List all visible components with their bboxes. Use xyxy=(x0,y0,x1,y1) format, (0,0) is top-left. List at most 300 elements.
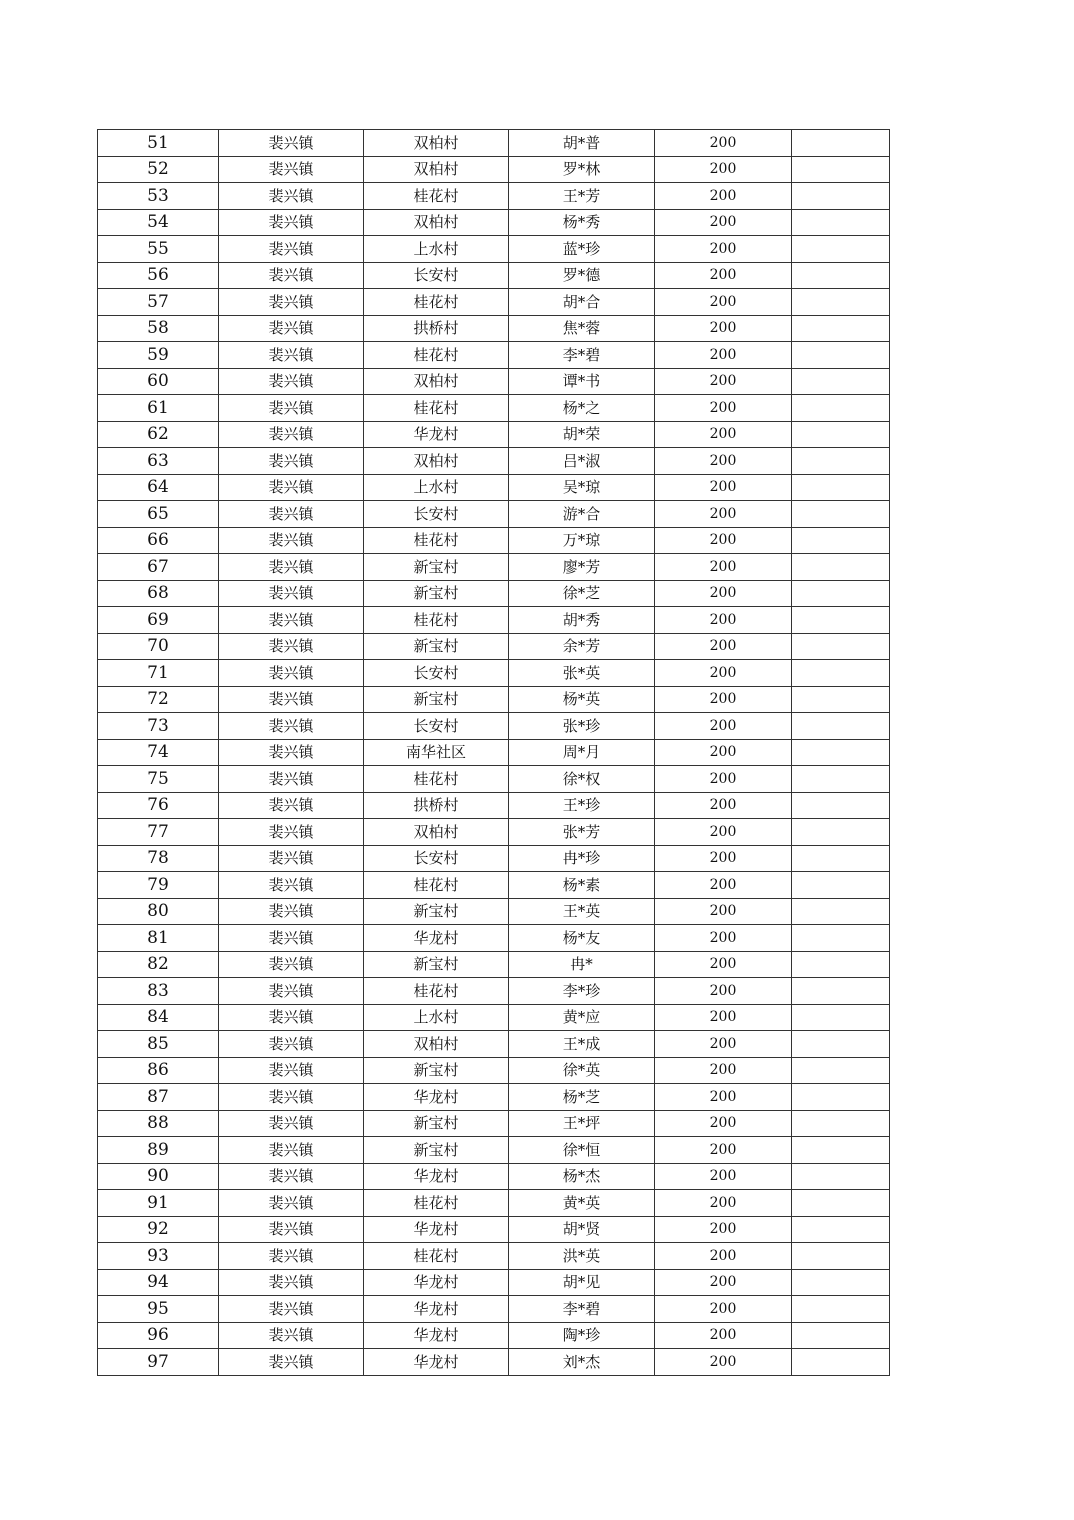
amount-cell: 200 xyxy=(655,1110,792,1137)
note-cell xyxy=(792,183,890,210)
note-cell xyxy=(792,1296,890,1323)
amount-cell: 200 xyxy=(655,766,792,793)
table-row xyxy=(98,1137,890,1164)
town-cell: 裴兴镇 xyxy=(219,713,364,740)
town-cell: 裴兴镇 xyxy=(219,1004,364,1031)
town-cell: 裴兴镇 xyxy=(219,845,364,872)
table-row xyxy=(98,951,890,978)
table-row xyxy=(98,580,890,607)
table-row xyxy=(98,872,890,899)
town-cell: 裴兴镇 xyxy=(219,289,364,316)
row-number-cell: 95 xyxy=(98,1296,219,1323)
amount-cell: 200 xyxy=(655,633,792,660)
name-cell: 胡*普 xyxy=(509,130,655,157)
row-number-cell: 63 xyxy=(98,448,219,475)
row-number-cell: 85 xyxy=(98,1031,219,1058)
village-cell: 桂花村 xyxy=(364,395,509,422)
village-cell: 双柏村 xyxy=(364,209,509,236)
name-cell: 徐*恒 xyxy=(509,1137,655,1164)
village-cell: 新宝村 xyxy=(364,633,509,660)
village-cell: 新宝村 xyxy=(364,554,509,581)
town-cell: 裴兴镇 xyxy=(219,527,364,554)
table-row xyxy=(98,289,890,316)
town-cell: 裴兴镇 xyxy=(219,342,364,369)
table-row xyxy=(98,554,890,581)
table-row xyxy=(98,1057,890,1084)
table-row xyxy=(98,792,890,819)
name-cell: 徐*权 xyxy=(509,766,655,793)
amount-cell: 200 xyxy=(655,315,792,342)
row-number-cell: 74 xyxy=(98,739,219,766)
name-cell: 刘*杰 xyxy=(509,1349,655,1376)
row-number-cell: 71 xyxy=(98,660,219,687)
village-cell: 华龙村 xyxy=(364,1296,509,1323)
note-cell xyxy=(792,739,890,766)
name-cell: 谭*书 xyxy=(509,368,655,395)
row-number-cell: 70 xyxy=(98,633,219,660)
table-row xyxy=(98,898,890,925)
row-number-cell: 80 xyxy=(98,898,219,925)
row-number-cell: 68 xyxy=(98,580,219,607)
amount-cell: 200 xyxy=(655,739,792,766)
amount-cell: 200 xyxy=(655,1057,792,1084)
name-cell: 胡*合 xyxy=(509,289,655,316)
town-cell: 裴兴镇 xyxy=(219,739,364,766)
name-cell: 罗*德 xyxy=(509,262,655,289)
amount-cell: 200 xyxy=(655,1031,792,1058)
table-row xyxy=(98,1084,890,1111)
town-cell: 裴兴镇 xyxy=(219,262,364,289)
village-cell: 新宝村 xyxy=(364,1137,509,1164)
village-cell: 双柏村 xyxy=(364,1031,509,1058)
name-cell: 廖*芳 xyxy=(509,554,655,581)
row-number-cell: 73 xyxy=(98,713,219,740)
note-cell xyxy=(792,1269,890,1296)
name-cell: 王*英 xyxy=(509,898,655,925)
table-row xyxy=(98,713,890,740)
town-cell: 裴兴镇 xyxy=(219,633,364,660)
village-cell: 双柏村 xyxy=(364,156,509,183)
amount-cell: 200 xyxy=(655,527,792,554)
name-cell: 王*成 xyxy=(509,1031,655,1058)
village-cell: 桂花村 xyxy=(364,289,509,316)
table-row xyxy=(98,1031,890,1058)
name-cell: 杨*英 xyxy=(509,686,655,713)
name-cell: 焦*蓉 xyxy=(509,315,655,342)
table-row xyxy=(98,421,890,448)
amount-cell: 200 xyxy=(655,872,792,899)
note-cell xyxy=(792,554,890,581)
row-number-cell: 72 xyxy=(98,686,219,713)
row-number-cell: 54 xyxy=(98,209,219,236)
table-row xyxy=(98,501,890,528)
note-cell xyxy=(792,633,890,660)
amount-cell: 200 xyxy=(655,421,792,448)
amount-cell: 200 xyxy=(655,792,792,819)
table-row xyxy=(98,1349,890,1376)
village-cell: 华龙村 xyxy=(364,1269,509,1296)
table-row xyxy=(98,395,890,422)
town-cell: 裴兴镇 xyxy=(219,1243,364,1270)
table-row xyxy=(98,315,890,342)
row-number-cell: 55 xyxy=(98,236,219,263)
town-cell: 裴兴镇 xyxy=(219,1349,364,1376)
row-number-cell: 67 xyxy=(98,554,219,581)
town-cell: 裴兴镇 xyxy=(219,1190,364,1217)
amount-cell: 200 xyxy=(655,209,792,236)
village-cell: 华龙村 xyxy=(364,925,509,952)
name-cell: 黄*应 xyxy=(509,1004,655,1031)
amount-cell: 200 xyxy=(655,342,792,369)
note-cell xyxy=(792,978,890,1005)
village-cell: 南华社区 xyxy=(364,739,509,766)
note-cell xyxy=(792,925,890,952)
town-cell: 裴兴镇 xyxy=(219,1084,364,1111)
note-cell xyxy=(792,766,890,793)
name-cell: 杨*秀 xyxy=(509,209,655,236)
town-cell: 裴兴镇 xyxy=(219,607,364,634)
amount-cell: 200 xyxy=(655,607,792,634)
amount-cell: 200 xyxy=(655,580,792,607)
name-cell: 胡*秀 xyxy=(509,607,655,634)
name-cell: 陶*珍 xyxy=(509,1322,655,1349)
village-cell: 双柏村 xyxy=(364,819,509,846)
table-row xyxy=(98,156,890,183)
note-cell xyxy=(792,1110,890,1137)
village-cell: 新宝村 xyxy=(364,951,509,978)
note-cell xyxy=(792,1190,890,1217)
table-row xyxy=(98,1322,890,1349)
town-cell: 裴兴镇 xyxy=(219,209,364,236)
amount-cell: 200 xyxy=(655,1349,792,1376)
row-number-cell: 57 xyxy=(98,289,219,316)
town-cell: 裴兴镇 xyxy=(219,978,364,1005)
table-row xyxy=(98,1243,890,1270)
row-number-cell: 84 xyxy=(98,1004,219,1031)
town-cell: 裴兴镇 xyxy=(219,925,364,952)
town-cell: 裴兴镇 xyxy=(219,368,364,395)
note-cell xyxy=(792,236,890,263)
town-cell: 裴兴镇 xyxy=(219,792,364,819)
town-cell: 裴兴镇 xyxy=(219,580,364,607)
note-cell xyxy=(792,1322,890,1349)
amount-cell: 200 xyxy=(655,1137,792,1164)
name-cell: 杨*之 xyxy=(509,395,655,422)
row-number-cell: 53 xyxy=(98,183,219,210)
name-cell: 胡*贤 xyxy=(509,1216,655,1243)
village-cell: 桂花村 xyxy=(364,872,509,899)
town-cell: 裴兴镇 xyxy=(219,1216,364,1243)
name-cell: 吴*琼 xyxy=(509,474,655,501)
row-number-cell: 82 xyxy=(98,951,219,978)
row-number-cell: 75 xyxy=(98,766,219,793)
village-cell: 桂花村 xyxy=(364,766,509,793)
amount-cell: 200 xyxy=(655,978,792,1005)
village-cell: 上水村 xyxy=(364,236,509,263)
row-number-cell: 92 xyxy=(98,1216,219,1243)
amount-cell: 200 xyxy=(655,262,792,289)
note-cell xyxy=(792,1084,890,1111)
row-number-cell: 90 xyxy=(98,1163,219,1190)
row-number-cell: 91 xyxy=(98,1190,219,1217)
note-cell xyxy=(792,1031,890,1058)
row-number-cell: 59 xyxy=(98,342,219,369)
town-cell: 裴兴镇 xyxy=(219,156,364,183)
amount-cell: 200 xyxy=(655,236,792,263)
name-cell: 洪*英 xyxy=(509,1243,655,1270)
village-cell: 桂花村 xyxy=(364,527,509,554)
row-number-cell: 96 xyxy=(98,1322,219,1349)
town-cell: 裴兴镇 xyxy=(219,660,364,687)
note-cell xyxy=(792,209,890,236)
town-cell: 裴兴镇 xyxy=(219,951,364,978)
village-cell: 长安村 xyxy=(364,713,509,740)
town-cell: 裴兴镇 xyxy=(219,130,364,157)
amount-cell: 200 xyxy=(655,1296,792,1323)
name-cell: 周*月 xyxy=(509,739,655,766)
note-cell xyxy=(792,368,890,395)
row-number-cell: 77 xyxy=(98,819,219,846)
note-cell xyxy=(792,1057,890,1084)
table-row xyxy=(98,766,890,793)
amount-cell: 200 xyxy=(655,1084,792,1111)
town-cell: 裴兴镇 xyxy=(219,1137,364,1164)
village-cell: 桂花村 xyxy=(364,183,509,210)
village-cell: 桂花村 xyxy=(364,1190,509,1217)
town-cell: 裴兴镇 xyxy=(219,1269,364,1296)
town-cell: 裴兴镇 xyxy=(219,898,364,925)
row-number-cell: 76 xyxy=(98,792,219,819)
table-row xyxy=(98,819,890,846)
name-cell: 张*芳 xyxy=(509,819,655,846)
village-cell: 新宝村 xyxy=(364,580,509,607)
name-cell: 黄*英 xyxy=(509,1190,655,1217)
amount-cell: 200 xyxy=(655,448,792,475)
name-cell: 王*珍 xyxy=(509,792,655,819)
name-cell: 杨*素 xyxy=(509,872,655,899)
table-row xyxy=(98,607,890,634)
row-number-cell: 94 xyxy=(98,1269,219,1296)
village-cell: 长安村 xyxy=(364,845,509,872)
table-row xyxy=(98,448,890,475)
row-number-cell: 69 xyxy=(98,607,219,634)
amount-cell: 200 xyxy=(655,368,792,395)
town-cell: 裴兴镇 xyxy=(219,421,364,448)
name-cell: 杨*芝 xyxy=(509,1084,655,1111)
note-cell xyxy=(792,130,890,157)
town-cell: 裴兴镇 xyxy=(219,315,364,342)
table-row xyxy=(98,1110,890,1137)
amount-cell: 200 xyxy=(655,951,792,978)
town-cell: 裴兴镇 xyxy=(219,1057,364,1084)
row-number-cell: 62 xyxy=(98,421,219,448)
name-cell: 张*英 xyxy=(509,660,655,687)
town-cell: 裴兴镇 xyxy=(219,395,364,422)
table-row xyxy=(98,1004,890,1031)
table-row xyxy=(98,209,890,236)
name-cell: 杨*友 xyxy=(509,925,655,952)
note-cell xyxy=(792,289,890,316)
note-cell xyxy=(792,713,890,740)
village-cell: 华龙村 xyxy=(364,1216,509,1243)
row-number-cell: 56 xyxy=(98,262,219,289)
table-row xyxy=(98,686,890,713)
note-cell xyxy=(792,474,890,501)
amount-cell: 200 xyxy=(655,501,792,528)
village-cell: 新宝村 xyxy=(364,898,509,925)
town-cell: 裴兴镇 xyxy=(219,448,364,475)
amount-cell: 200 xyxy=(655,713,792,740)
name-cell: 冉*珍 xyxy=(509,845,655,872)
note-cell xyxy=(792,421,890,448)
village-cell: 拱桥村 xyxy=(364,315,509,342)
amount-cell: 200 xyxy=(655,183,792,210)
town-cell: 裴兴镇 xyxy=(219,1031,364,1058)
name-cell: 罗*林 xyxy=(509,156,655,183)
table-row xyxy=(98,633,890,660)
amount-cell: 200 xyxy=(655,1322,792,1349)
note-cell xyxy=(792,819,890,846)
name-cell: 万*琼 xyxy=(509,527,655,554)
table-row xyxy=(98,183,890,210)
table-row xyxy=(98,130,890,157)
town-cell: 裴兴镇 xyxy=(219,1296,364,1323)
name-cell: 徐*芝 xyxy=(509,580,655,607)
row-number-cell: 78 xyxy=(98,845,219,872)
amount-cell: 200 xyxy=(655,819,792,846)
amount-cell: 200 xyxy=(655,395,792,422)
name-cell: 李*碧 xyxy=(509,342,655,369)
table-row xyxy=(98,527,890,554)
table-row xyxy=(98,925,890,952)
table-row xyxy=(98,1190,890,1217)
note-cell xyxy=(792,315,890,342)
table-row xyxy=(98,1216,890,1243)
table-row xyxy=(98,368,890,395)
note-cell xyxy=(792,660,890,687)
town-cell: 裴兴镇 xyxy=(219,236,364,263)
name-cell: 游*合 xyxy=(509,501,655,528)
note-cell xyxy=(792,1004,890,1031)
village-cell: 上水村 xyxy=(364,1004,509,1031)
row-number-cell: 88 xyxy=(98,1110,219,1137)
table-row xyxy=(98,342,890,369)
name-cell: 李*碧 xyxy=(509,1296,655,1323)
village-cell: 长安村 xyxy=(364,660,509,687)
town-cell: 裴兴镇 xyxy=(219,1322,364,1349)
note-cell xyxy=(792,501,890,528)
row-number-cell: 79 xyxy=(98,872,219,899)
name-cell: 李*珍 xyxy=(509,978,655,1005)
row-number-cell: 64 xyxy=(98,474,219,501)
note-cell xyxy=(792,1137,890,1164)
name-cell: 王*坪 xyxy=(509,1110,655,1137)
note-cell xyxy=(792,156,890,183)
note-cell xyxy=(792,1216,890,1243)
village-cell: 长安村 xyxy=(364,262,509,289)
row-number-cell: 65 xyxy=(98,501,219,528)
row-number-cell: 83 xyxy=(98,978,219,1005)
note-cell xyxy=(792,951,890,978)
amount-cell: 200 xyxy=(655,289,792,316)
village-cell: 华龙村 xyxy=(364,1163,509,1190)
table-row xyxy=(98,1269,890,1296)
town-cell: 裴兴镇 xyxy=(219,1110,364,1137)
table-row xyxy=(98,739,890,766)
town-cell: 裴兴镇 xyxy=(219,183,364,210)
table-row xyxy=(98,1163,890,1190)
amount-cell: 200 xyxy=(655,898,792,925)
amount-cell: 200 xyxy=(655,1163,792,1190)
town-cell: 裴兴镇 xyxy=(219,554,364,581)
village-cell: 华龙村 xyxy=(364,421,509,448)
village-cell: 新宝村 xyxy=(364,1110,509,1137)
note-cell xyxy=(792,448,890,475)
row-number-cell: 93 xyxy=(98,1243,219,1270)
village-cell: 双柏村 xyxy=(364,368,509,395)
village-cell: 华龙村 xyxy=(364,1322,509,1349)
row-number-cell: 60 xyxy=(98,368,219,395)
village-cell: 华龙村 xyxy=(364,1349,509,1376)
note-cell xyxy=(792,686,890,713)
name-cell: 胡*见 xyxy=(509,1269,655,1296)
village-cell: 桂花村 xyxy=(364,1243,509,1270)
amount-cell: 200 xyxy=(655,686,792,713)
note-cell xyxy=(792,607,890,634)
row-number-cell: 86 xyxy=(98,1057,219,1084)
row-number-cell: 52 xyxy=(98,156,219,183)
town-cell: 裴兴镇 xyxy=(219,1163,364,1190)
town-cell: 裴兴镇 xyxy=(219,872,364,899)
village-cell: 上水村 xyxy=(364,474,509,501)
note-cell xyxy=(792,342,890,369)
row-number-cell: 87 xyxy=(98,1084,219,1111)
note-cell xyxy=(792,872,890,899)
note-cell xyxy=(792,527,890,554)
subsidy-table xyxy=(97,129,890,1376)
note-cell xyxy=(792,1349,890,1376)
note-cell xyxy=(792,898,890,925)
row-number-cell: 61 xyxy=(98,395,219,422)
amount-cell: 200 xyxy=(655,845,792,872)
note-cell xyxy=(792,1163,890,1190)
note-cell xyxy=(792,792,890,819)
amount-cell: 200 xyxy=(655,1004,792,1031)
amount-cell: 200 xyxy=(655,660,792,687)
table-row xyxy=(98,1296,890,1323)
village-cell: 桂花村 xyxy=(364,978,509,1005)
row-number-cell: 81 xyxy=(98,925,219,952)
town-cell: 裴兴镇 xyxy=(219,766,364,793)
name-cell: 胡*荣 xyxy=(509,421,655,448)
table-row xyxy=(98,262,890,289)
table-row xyxy=(98,236,890,263)
table-row xyxy=(98,978,890,1005)
village-cell: 桂花村 xyxy=(364,607,509,634)
table-row xyxy=(98,660,890,687)
name-cell: 冉* xyxy=(509,951,655,978)
village-cell: 拱桥村 xyxy=(364,792,509,819)
table-row xyxy=(98,845,890,872)
note-cell xyxy=(792,262,890,289)
note-cell xyxy=(792,1243,890,1270)
village-cell: 双柏村 xyxy=(364,448,509,475)
amount-cell: 200 xyxy=(655,1269,792,1296)
amount-cell: 200 xyxy=(655,130,792,157)
village-cell: 新宝村 xyxy=(364,686,509,713)
row-number-cell: 58 xyxy=(98,315,219,342)
town-cell: 裴兴镇 xyxy=(219,501,364,528)
